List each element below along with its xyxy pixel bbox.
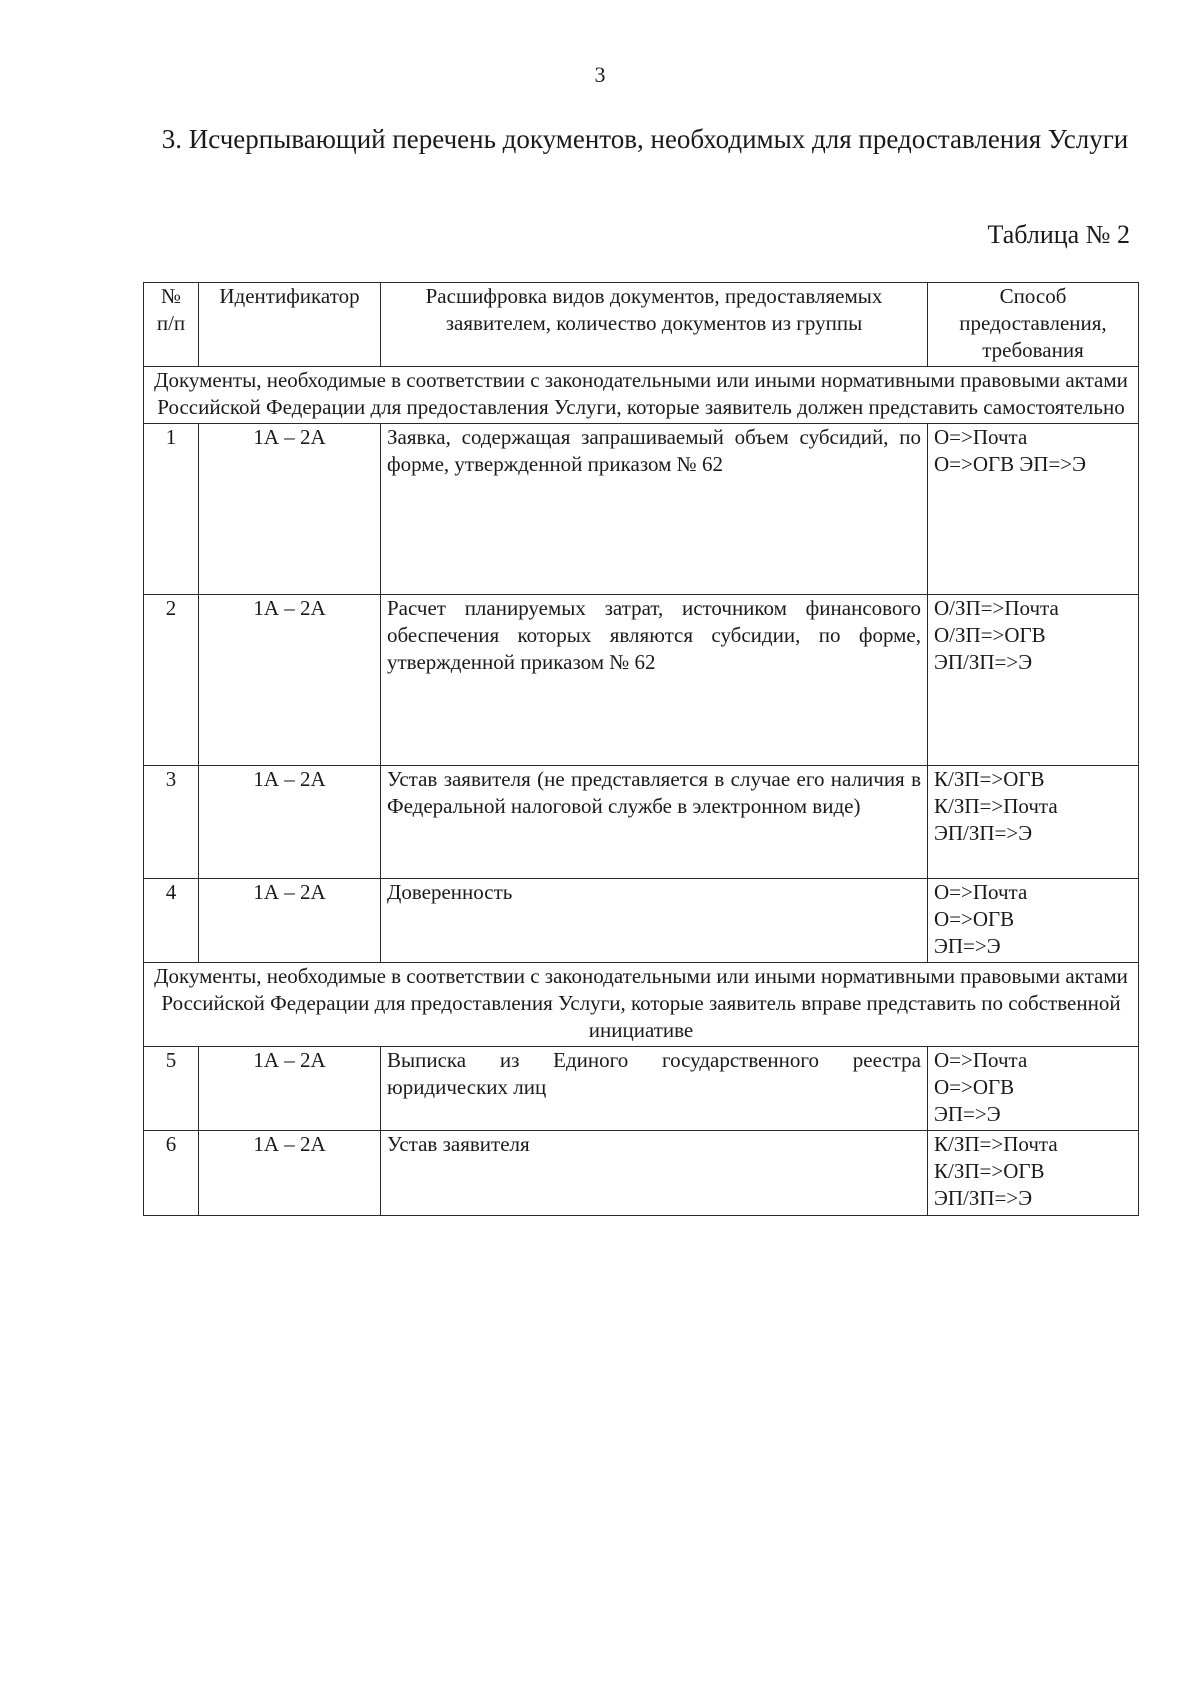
header-identifier: Идентификатор xyxy=(199,283,381,367)
row-num: 3 xyxy=(144,766,199,879)
method-line: ЭП=>Э xyxy=(934,934,1001,958)
method-line: О=>ОГВ ЭП=>Э xyxy=(934,452,1086,476)
row-description: Заявка, содержащая запрашиваемый объем субсидий, по форме, утвержденной приказом № 62 xyxy=(381,424,928,595)
documents-table xyxy=(143,282,1139,1216)
row-method xyxy=(928,1047,1139,1131)
method-line: ЭП/ЗП=>Э xyxy=(934,1186,1033,1210)
header-description: Расшифровка видов документов, предоставляемых заявителем, количество документов из группы xyxy=(381,283,928,367)
method-line: О=>Почта xyxy=(934,880,1028,904)
method-line: О=>ОГВ xyxy=(934,907,1015,931)
method-line: О=>Почта xyxy=(934,425,1028,449)
row-method xyxy=(928,424,1139,595)
row-identifier: 1А – 2А xyxy=(199,879,381,963)
row-identifier: 1А – 2А xyxy=(199,424,381,595)
table-row xyxy=(144,424,1139,595)
row-method xyxy=(928,766,1139,879)
table-row xyxy=(144,1047,1139,1131)
header-method: Способ предоставления, требования xyxy=(928,283,1139,367)
row-description: Устав заявителя (не представляется в случае его наличия в Федеральной налоговой службе в электронном виде) xyxy=(381,766,928,879)
section-row-mandatory xyxy=(144,367,1139,424)
row-description: Доверенность xyxy=(381,879,928,963)
page-number: 3 xyxy=(594,62,606,87)
section-heading-optional: Документы, необходимые в соответствии с законодательными или иными нормативными правовыми актами Российской Федерации для предоставления Услуги, которые заявитель вправе представить по собственной инициативе xyxy=(144,963,1139,1047)
table-header-row xyxy=(144,283,1139,367)
row-identifier: 1А – 2А xyxy=(199,1047,381,1131)
row-description: Устав заявителя xyxy=(381,1131,928,1216)
method-line: К/ЗП=>Почта xyxy=(934,794,1058,818)
table-caption: Таблица № 2 xyxy=(987,220,1130,249)
row-identifier: 1А – 2А xyxy=(199,595,381,766)
method-line: ЭП/ЗП=>Э xyxy=(934,821,1033,845)
row-num: 4 xyxy=(144,879,199,963)
method-line: О=>Почта xyxy=(934,1048,1028,1072)
method-line: К/ЗП=>ОГВ xyxy=(934,1159,1045,1183)
row-num: 5 xyxy=(144,1047,199,1131)
row-identifier: 1А – 2А xyxy=(199,766,381,879)
row-description: Расчет планируемых затрат, источником финансового обеспечения которых являются субсидии, по форме, утвержденной приказом № 62 xyxy=(381,595,928,766)
method-line: О/ЗП=>Почта xyxy=(934,596,1059,620)
method-line: К/ЗП=>ОГВ xyxy=(934,767,1045,791)
table-row xyxy=(144,1131,1139,1216)
table-row xyxy=(144,879,1139,963)
method-line: ЭП/ЗП=>Э xyxy=(934,650,1033,674)
table-row xyxy=(144,595,1139,766)
document-heading: 3. Исчерпывающий перечень документов, необходимых для предоставления Услуги xyxy=(161,124,1129,154)
section-row-optional xyxy=(144,963,1139,1047)
section-heading-mandatory: Документы, необходимые в соответствии с законодательными или иными нормативными правовыми актами Российской Федерации для предоставления Услуги, которые заявитель должен представить самостоятельно xyxy=(144,367,1139,424)
method-line: К/ЗП=>Почта xyxy=(934,1132,1058,1156)
method-line: ЭП=>Э xyxy=(934,1102,1001,1126)
row-num: 2 xyxy=(144,595,199,766)
row-method xyxy=(928,879,1139,963)
row-method xyxy=(928,1131,1139,1216)
table-row xyxy=(144,766,1139,879)
method-line: О=>ОГВ xyxy=(934,1075,1015,1099)
row-num: 6 xyxy=(144,1131,199,1216)
row-description: Выписка из Единого государственного реестра юридических лиц xyxy=(381,1047,928,1131)
header-num: № п/п xyxy=(144,283,199,367)
row-method xyxy=(928,595,1139,766)
method-line: О/ЗП=>ОГВ xyxy=(934,623,1046,647)
row-num: 1 xyxy=(144,424,199,595)
row-identifier: 1А – 2А xyxy=(199,1131,381,1216)
